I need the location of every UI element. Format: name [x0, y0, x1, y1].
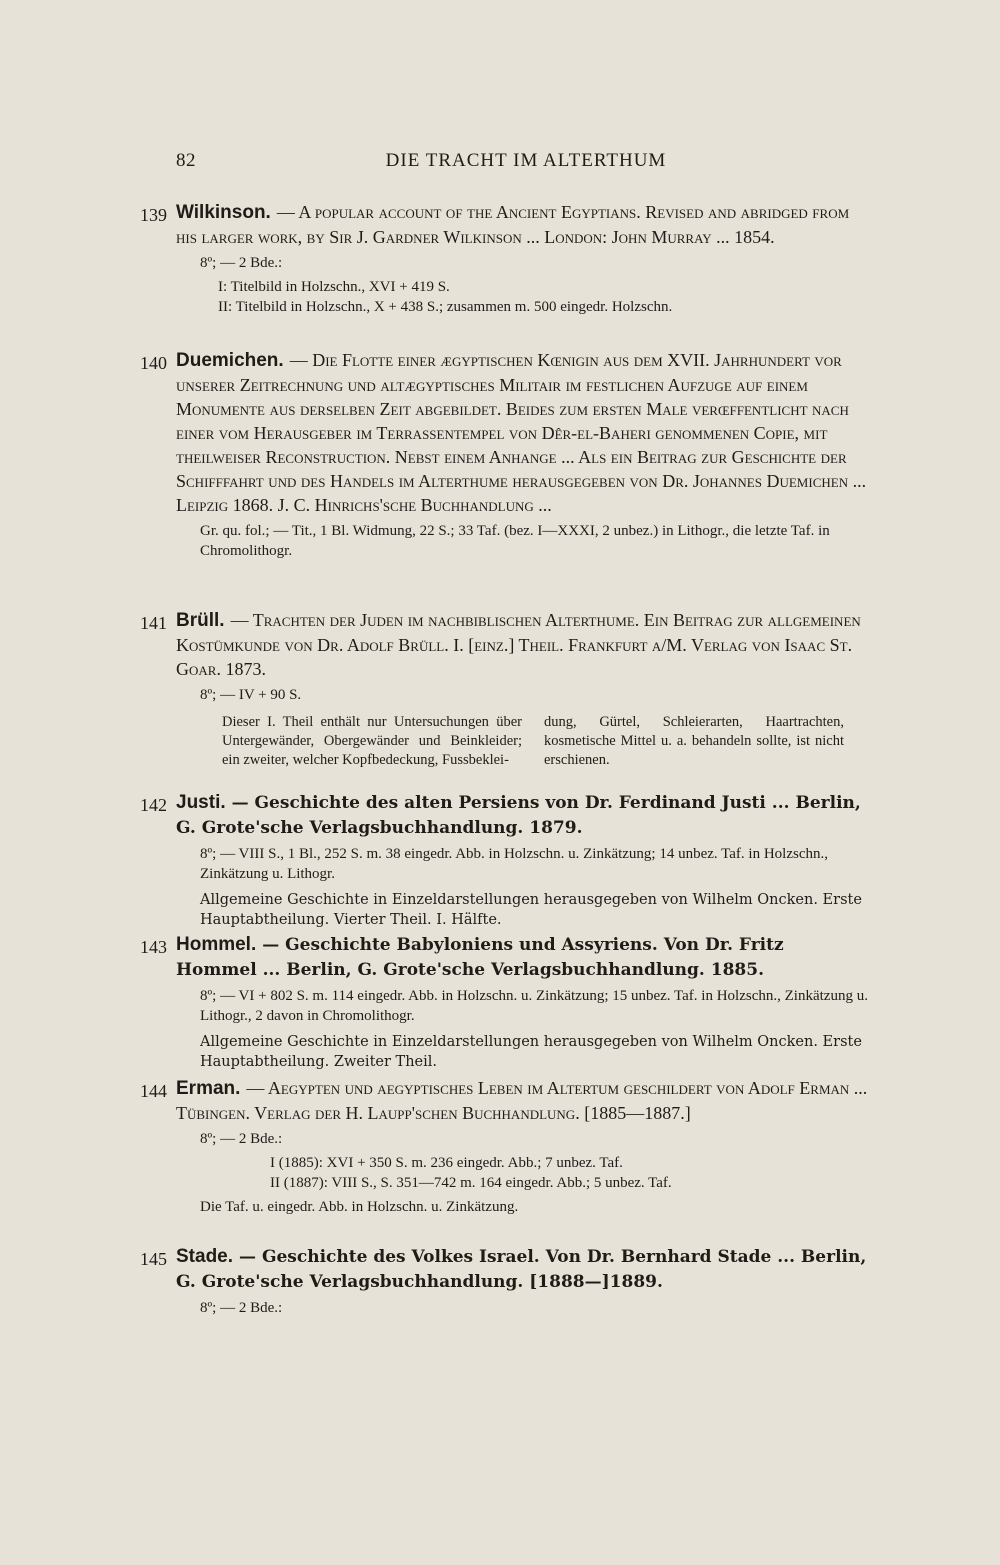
format: 8º; — 2 Bde.:: [200, 1131, 283, 1147]
author: Stade.: [176, 1246, 234, 1267]
format: 8º; — 2 Bde.:: [200, 1300, 283, 1316]
title: — Die Flotte einer ægyptischen Kœnigin aus dem XVII. Jahrhundert vor unserer Zeitrechnung und altægyptisches Militair im festlichen Aufzuge auf einem Monumente aus derselben Zeit abgebildet. Beides zum ersten Male verœffentlicht nach einer vom Herausgeber im Terrassentempel von Dêr-el-Baheri genommenen Copie, mit theilweiser Reconstruction. Nebst einem Anhange ... Als ein Beitrag zur Geschichte der Schifffahrt und des Handels im Alterthume herausgegeben von Dr. Johannes Duemichen ... Leipzig 1868. J. C. Hinrichs'sche Buchhandlung ...: [176, 350, 867, 515]
author: Hommel.: [176, 934, 257, 955]
series-note: Allgemeine Geschichte in Einzeldarstellungen herausgegeben von Wilhelm Oncken. Erste Hauptabtheilung. Vierter Theil. I. Hälfte.: [200, 892, 862, 928]
format: Gr. qu. fol.; — Tit., 1 Bl. Widmung, 22 S.; 33 Taf. (bez. I—XXXI, 2 unbez.) in Lithogr., die letzte Taf. in Chromolithogr.: [200, 523, 830, 559]
entry-140: [140, 348, 868, 561]
format: 8º; — 2 Bde.:: [200, 255, 283, 271]
note-left: Dieser I. Theil enthält nur Untersuchungen über Untergewänder, Obergewänder und Beinkleider; ein zweiter, welcher Kopfbedeckung, Fussbeklei-: [222, 714, 522, 768]
entry-number: 143: [140, 937, 167, 957]
author: Duemichen.: [176, 350, 284, 371]
entry-number: 145: [140, 1249, 167, 1269]
volume-1: I: Titelbild in Holzschn., XVI + 419 S.: [218, 279, 450, 295]
entry-139: [140, 200, 868, 317]
title: — Geschichte des alten Persiens von Dr. Ferdinand Justi ... Berlin, G. Grote'sche Verlagsbuchhandlung. 1879.: [176, 793, 861, 838]
entry-142: [140, 790, 868, 930]
entry-145: [140, 1244, 868, 1318]
entry-number: 141: [140, 613, 167, 633]
format: 8º; — VIII S., 1 Bl., 252 S. m. 38 eingedr. Abb. in Holzschn. u. Zinkätzung; 14 unbez. Taf. in Holzschn., Zinkätzung u. Lithogr.: [200, 846, 828, 882]
series-note: Allgemeine Geschichte in Einzeldarstellungen herausgegeben von Wilhelm Oncken. Erste Hauptabtheilung. Zweiter Theil.: [200, 1034, 862, 1070]
volume-2: II: Titelbild in Holzschn., X + 438 S.; zusammen m. 500 eingedr. Holzschn.: [218, 299, 673, 315]
title: — Trachten der Juden im nachbiblischen Alterthume. Ein Beitrag zur allgemeinen Kostümkunde von Dr. Adolf Brüll. I. [einz.] Theil. Frankfurt a/M. Verlag von Isaac St. Goar. 1873.: [176, 610, 861, 679]
entry-number: 140: [140, 353, 167, 373]
volume-2: II (1887): VIII S., S. 351—742 m. 164 eingedr. Abb.; 5 unbez. Taf.: [270, 1175, 672, 1191]
title: — A popular account of the Ancient Egyptians. Revised and abridged from his larger work, by Sir J. Gardner Wilkinson ... London: John Murray ... 1854.: [176, 202, 850, 247]
title: — Aegypten und aegyptisches Leben im Altertum geschildert von Adolf Erman ... Tübingen. Verlag der H. Laupp'schen Buchhandlung. [1885—1887.]: [176, 1078, 868, 1123]
author: Wilkinson.: [176, 202, 271, 223]
running-head: DIE TRACHT IM ALTERTHUM: [385, 150, 667, 171]
title: — Geschichte Babyloniens und Assyriens. Von Dr. Fritz Hommel ... Berlin, G. Grote'sche Verlagsbuchhandlung. 1885.: [176, 935, 784, 980]
author: Erman.: [176, 1078, 241, 1099]
format: 8º; — VI + 802 S. m. 114 eingedr. Abb. in Holzschn. u. Zinkätzung; 15 unbez. Taf. in Holzschn., Zinkätzung u. Lithogr., 2 davon in Chromolithogr.: [200, 988, 868, 1024]
author: Brüll.: [176, 610, 225, 631]
entry-144: [140, 1076, 868, 1217]
title: — Geschichte des Volkes Israel. Von Dr. Bernhard Stade ... Berlin, G. Grote'sche Verlagsbuchhandlung. [1888—]1889.: [176, 1247, 867, 1292]
extra-note: Die Taf. u. eingedr. Abb. in Holzschn. u. Zinkätzung.: [200, 1199, 519, 1215]
page-number: 82: [176, 150, 196, 171]
entry-143: [140, 932, 868, 1072]
author: Justi.: [176, 792, 226, 813]
note-right: dung, Gürtel, Schleierarten, Haartrachten, kosmetische Mittel u. a. behandeln sollte, ist nicht erschienen.: [544, 714, 844, 768]
entry-number: 142: [140, 795, 167, 815]
note: [140, 713, 868, 770]
format: 8º; — IV + 90 S.: [200, 687, 302, 703]
volume-1: I (1885): XVI + 350 S. m. 236 eingedr. Abb.; 7 unbez. Taf.: [270, 1155, 623, 1171]
entry-number: 139: [140, 205, 167, 225]
entry-number: 144: [140, 1081, 167, 1101]
entry-141: [140, 608, 868, 770]
